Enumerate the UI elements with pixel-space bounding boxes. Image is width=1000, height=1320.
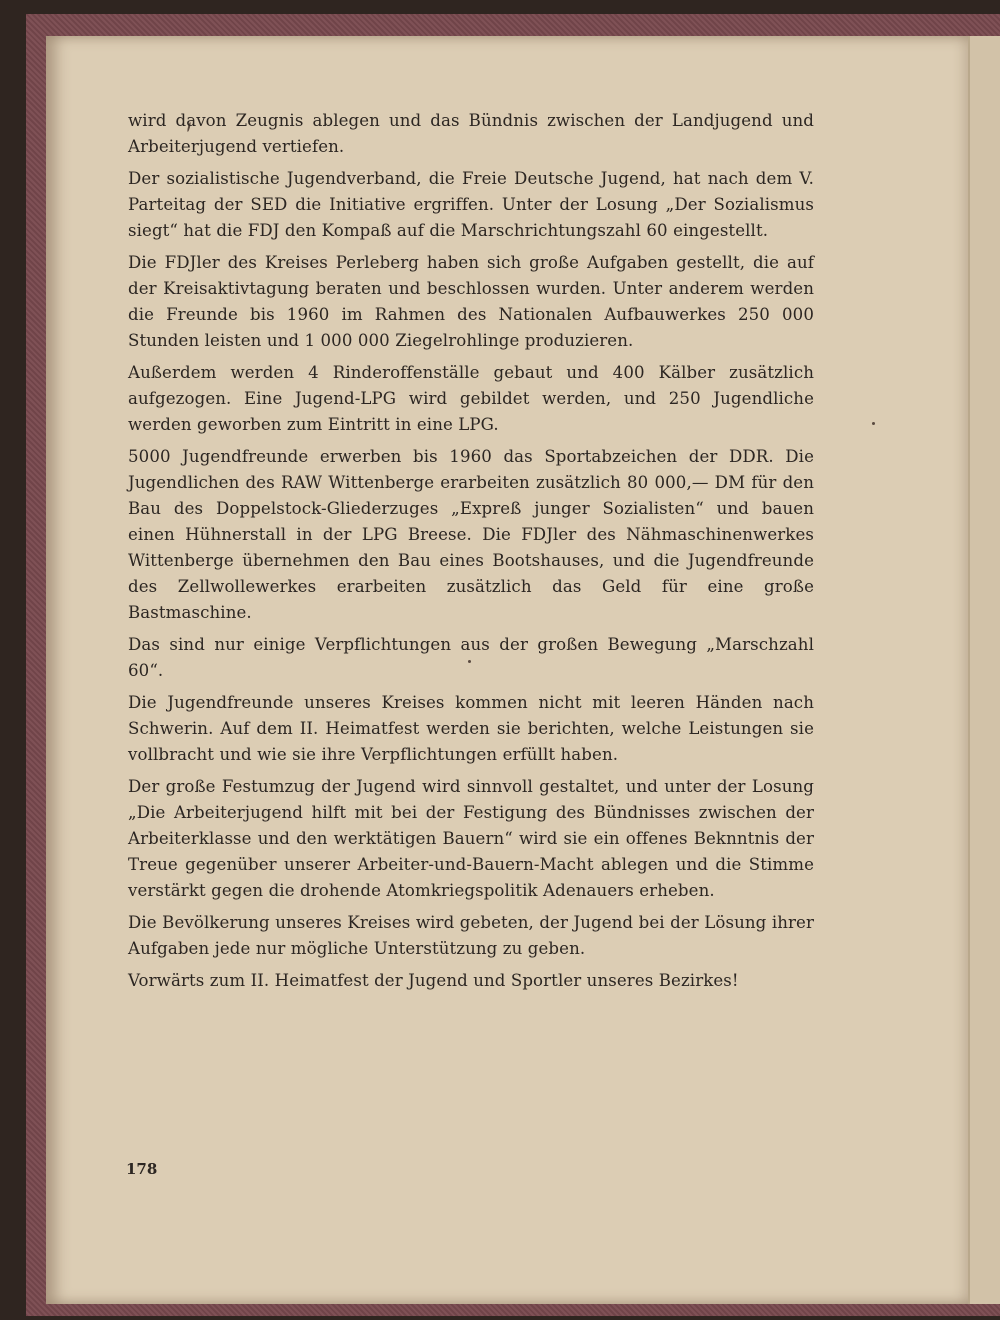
paragraph: Die Jugendfreunde unseres Kreises kommen nicht mit leeren Händen nach Schwerin. Auf dem II. Heimatfest werden sie berichten, welche Leistungen sie vollbracht und wie sie ihre Verpflichtungen erfüllt haben.	[128, 693, 814, 764]
paragraph: Der große Festumzug der Jugend wird sinnvoll gestaltet, und unter der Losung „Die Arbeiterjugend hilft mit bei der Festigung des Bündnisses zwischen der Arbeiterklasse und den werktätigen Bauern“ wird sie ein offenes Beknntnis der Treue gegenüber unserer Arbeiter-und-Bauern-Macht ablegen und die Stimme verstärkt gegen die drohende Atomkriegspolitik Adenauers erheben.	[128, 777, 814, 900]
next-page-edge	[968, 36, 1000, 1304]
paragraph: Außerdem werden 4 Rinderoffenställe gebaut und 400 Kälber zusätzlich aufgezogen. Eine Jugend-LPG wird gebildet werden, und 250 Jugendliche werden geworben zum Eintritt in eine LPG.	[128, 363, 814, 434]
paragraph: wird davon Zeugnis ablegen und das Bündnis zwischen der Landjugend und Arbeiterjugend vertiefen.	[128, 111, 814, 156]
paragraph: Das sind nur einige Verpflichtungen aus der großen Bewegung „Marschzahl 60“.	[128, 635, 814, 680]
paragraph: Die Bevölkerung unseres Kreises wird gebeten, der Jugend bei der Lösung ihrer Aufgaben jede nur mögliche Unterstützung zu geben.	[128, 913, 814, 958]
paragraph: Vorwärts zum II. Heimatfest der Jugend und Sportler unseres Bezirkes!	[128, 971, 739, 990]
body-text	[128, 108, 814, 1000]
paragraph: Der sozialistische Jugendverband, die Freie Deutsche Jugend, hat nach dem V. Parteitag der SED die Initiative ergriffen. Unter der Losung „Der Sozialismus siegt“ hat die FDJ den Kompaß auf die Marschrichtungszahl 60 eingestellt.	[128, 169, 814, 240]
paragraph: 5000 Jugendfreunde erwerben bis 1960 das Sportabzeichen der DDR. Die Jugendlichen des RAW Wittenberge erarbeiten zusätzlich 80 000,— DM für den Bau des Doppelstock-Gliederzuges „Expreß junger Sozialisten“ und bauen einen Hühnerstall in der LPG Breese. Die FDJler des Nähmaschinenwerkes Wittenberge übernehmen den Bau eines Bootshauses, und die Jugendfreunde des Zellwollewerkes erarbeiten zusätzlich das Geld für eine große Bastmaschine.	[128, 447, 814, 622]
paragraph: Die FDJler des Kreises Perleberg haben sich große Aufgaben gestellt, die auf der Kreisaktivtagung beraten und beschlossen wurden. Unter anderem werden die Freunde bis 1960 im Rahmen des Nationalen Aufbauwerkes 250 000 Stunden leisten und 1 000 000 Ziegelrohlinge produzieren.	[128, 253, 814, 350]
paper-speck	[872, 422, 875, 425]
page-number: 178	[126, 1160, 158, 1178]
